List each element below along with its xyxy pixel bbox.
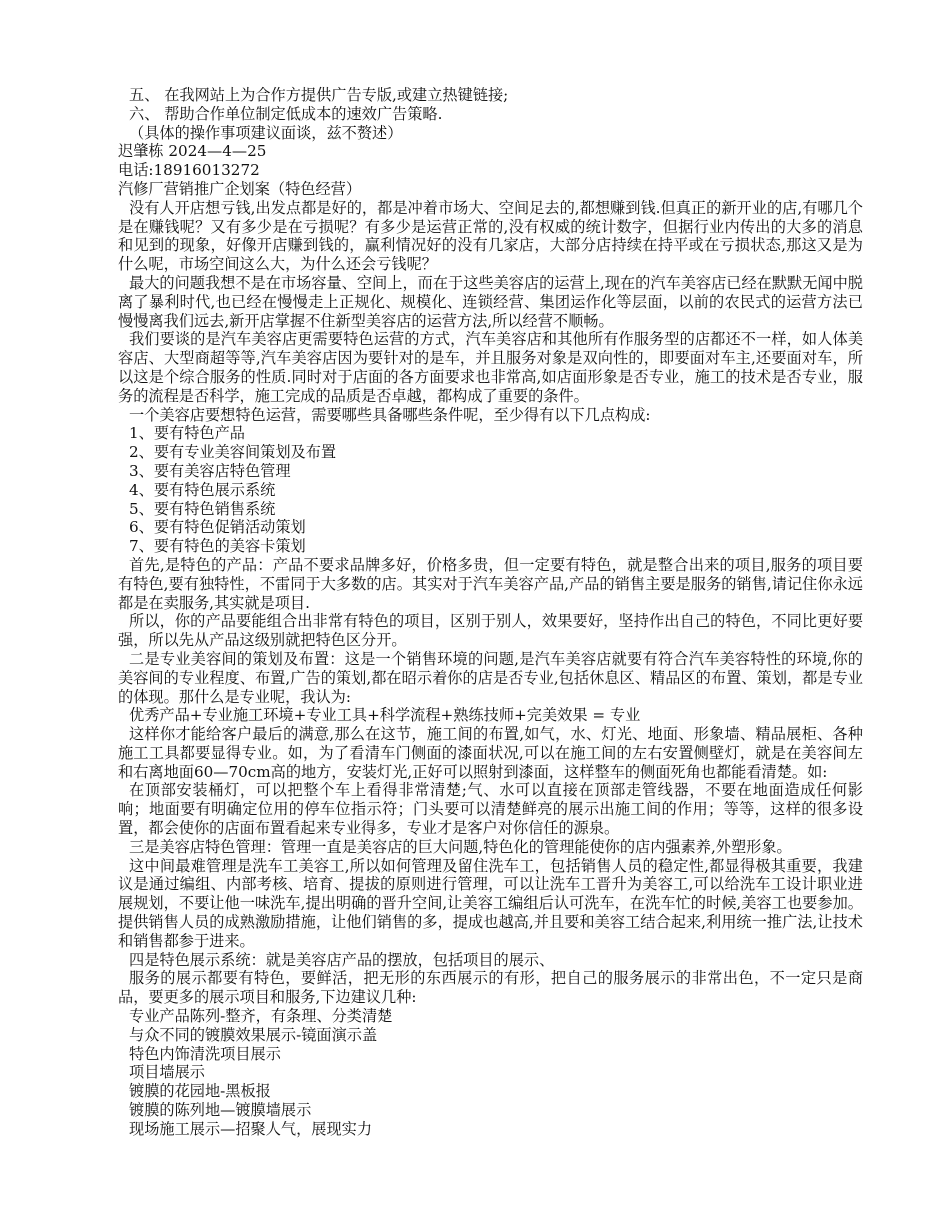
- paragraph: 一个美容店要想特色运营，需要哪些具备哪些条件呢，至少得有以下几点构成:: [129, 405, 651, 424]
- condition-item-7: 7、要有特色的美容卡策划: [129, 537, 306, 556]
- paragraph: 四是特色展示系统：就是美容店产品的摆放，包括项目的展示、: [129, 950, 555, 969]
- paragraph: 所以，你的产品要能组合出非常有特色的项目，区别于别人，效果要好，坚持作出自己的特色，不同比更好要强，所以先从产品这级别就把特色区分开。: [118, 612, 863, 650]
- display-item-5: 镀膜的花园地-黑板报: [129, 1082, 271, 1101]
- list-item-5: 五、 在我网站上为合作方提供广告专版,或建立热键链接;: [129, 86, 509, 104]
- condition-item-4: 4、要有特色展示系统: [129, 480, 276, 499]
- condition-item-3: 3、要有美容店特色管理: [129, 461, 291, 480]
- paragraph: 在顶部安装桶灯，可以把整个车上看得非常清楚;气、水可以直接在顶部走管线器，不要在地面造成任何影响；地面要有明确定位用的停车位指示符；门头要可以清楚鲜亮的展示出施工间的作用；等等，这样的很多设置，都会使你的店面布置看起来专业得多，专业才是客户对你信任的源泉。: [118, 781, 863, 838]
- document-title: 汽修厂营销推广企划案（特色经营）: [118, 179, 361, 198]
- display-item-4: 项目墙展示: [129, 1063, 205, 1082]
- display-item-7: 现场施工展示—招聚人气，展现实力: [129, 1119, 372, 1138]
- paragraph: 首先,是特色的产品：产品不要求品牌多好，价格多贵，但一定要有特色，就是整合出来的项目,服务的项目要有特色,要有独特性，不雷同于大多数的店。其实对于汽车美容产品,产品的销售主要是服务的销售,请记住你永远都是在卖服务,其实就是项目.: [118, 555, 863, 612]
- condition-item-5: 5、要有特色销售系统: [129, 499, 276, 518]
- condition-item-2: 2、要有专业美容间策划及布置: [129, 443, 337, 462]
- document-page: [118, 86, 863, 1139]
- condition-item-6: 6、要有特色促销活动策划: [129, 518, 306, 537]
- list-item-6: 六、 帮助合作单位制定低成本的速效广告策略.: [129, 104, 443, 123]
- formula-line: 优秀产品+专业施工环境+专业工具+科学流程+熟练技师+完美效果 = 专业: [129, 706, 641, 725]
- author-date: 迟肇栋 2024—4—25: [118, 142, 267, 161]
- paragraph: 没有人开店想亏钱,出发点都是好的，都是冲着市场大、空间足去的,都想赚到钱.但真正的新开业的店,有哪几个是在赚钱呢？又有多少是在亏损呢？有多少是运营正常的,没有权威的统计数字，但据行业内传出的大多的消息和见到的现象，好像开店赚到钱的，赢利情况好的没有几家店，大部分店持续在持平或在亏损状态,那这又是为什么呢，市场空间这么大，为什么还会亏钱呢？: [118, 198, 863, 274]
- paragraph: 三是美容店特色管理：管理一直是美容店的巨大问题,特色化的管理能使你的店内强素养,外塑形象。: [129, 837, 792, 856]
- display-item-2: 与众不同的镀膜效果展示-镜面演示盖: [129, 1025, 378, 1044]
- paragraph: 最大的问题我想不是在市场容量、空间上，而在于这些美容店的运营上,现在的汽车美容店已经在默默无闻中脱离了暴利时代,也已经在慢慢走上正规化、规模化、连锁经营、集团运作化等层面，以前的农民式的运营方法已慢慢离我们远去,新开店掌握不住新型美容店的运营方法,所以经营不顺畅。: [118, 273, 863, 330]
- paragraph: 二是专业美容间的策划及布置：这是一个销售环境的问题,是汽车美容店就要有符合汽车美容特性的环境,你的美容间的专业程度、布置,广告的策划,都在昭示着你的店是否专业,包括休息区、精品区的布置、策划，都是专业的体现。那什么是专业呢，我认为:: [118, 649, 863, 706]
- paragraph: 这样你才能给客户最后的满意,那么在这节，施工间的布置,如气，水、灯光、地面、形象墙、精品展柜、各种施工工具都要显得专业。如，为了看清车门侧面的漆面状况,可以在施工间的左右安置侧壁灯，就是在美容间左和右离地面60—70cm高的地方，安装灯光,正好可以照射到漆面，这样整车的侧面死角也都能看清楚。如:: [118, 725, 863, 781]
- display-item-3: 特色内饰清洗项目展示: [129, 1044, 281, 1063]
- phone-line: 电话:18916013272: [118, 161, 260, 180]
- condition-item-1: 1、要有特色产品: [129, 424, 245, 443]
- paragraph: 这中间最难管理是洗车工美容工,所以如何管理及留住洗车工，包括销售人员的稳定性,都显得极其重要，我建议是通过编组、内部考核、培育、提拔的原则进行管理，可以让洗车工晋升为美容工,可以给洗车工设计职业进展规划，不要让他一味洗车,提出明确的晋升空间,让美容工编组后认可洗车，在洗车忙的时候,美容工也要参加。提供销售人员的成熟激励措施，让他们销售的多，提成也越高,并且要和美容工结合起来,利用统一推广法,让技术和销售都参于进来。: [118, 856, 863, 950]
- paragraph: 服务的展示都要有特色，要鲜活，把无形的东西展示的有形，把自己的服务展示的非常出色，不一定只是商品，要更多的展示项目和服务,下边建议几种:: [118, 969, 863, 1007]
- display-item-1: 专业产品陈列-整齐，有条理、分类清楚: [129, 1007, 393, 1026]
- paragraph: 我们要谈的是汽车美容店更需要特色运营的方式，汽车美容店和其他所有作服务型的店都还不一样，如人体美容店、大型商超等等,汽车美容店因为要针对的是车，并且服务对象是双向性的，即要面对车主,还要面对车，所以这是个综合服务的性质.同时对于店面的各方面要求也非常高,如店面形象是否专业，施工的技术是否专业，服务的流程是否科学，施工完成的品质是否卓越，都构成了重要的条件。: [118, 330, 863, 405]
- display-item-6: 镀膜的陈列地—镀膜墙展示: [129, 1101, 312, 1120]
- note-line: （具体的操作事项建议面谈，兹不赘述）: [129, 123, 403, 142]
